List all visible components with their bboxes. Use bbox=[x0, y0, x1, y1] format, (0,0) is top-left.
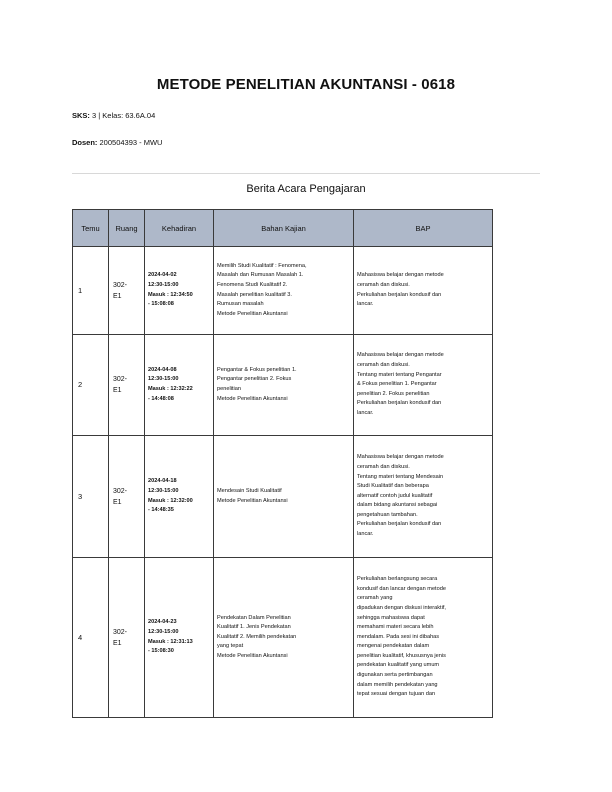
cell-bap: Perkuliahan berlangsung secara kondusif dan lancar dengan metode ceramah yang dipadukan dengan diskusi interaktif, sehingga mahasiswa dapat memahami materi secara lebih mendalam. Pada sesi ini dibahas mengenai pendekatan dalam penelitian kualitatif, khususnya jenis pendekatan kualitatif yang umum digunakan serta pertimbangan dalam memilih pendekatan yang tepat sesuai dengan tujuan dan bbox=[354, 558, 493, 718]
header-ruang: Ruang bbox=[109, 210, 145, 247]
cell-bahan-kajian: Pendekatan Dalam Penelitian Kualitatif 1. Jenis Pendekatan Kualitatif 2. Memilih pendekatan yang tepat Metode Penelitian Akuntansi bbox=[214, 558, 354, 718]
cell-kehadiran: 2024-04-23 12:30-15:00 Masuk : 12:31:13 - 15:08:30 bbox=[145, 558, 214, 718]
cell-bap: Mahasiswa belajar dengan metode ceramah dan diskusi. Tentang materi tentang Pengantar & Fokus penelitian 1. Pengantar penelitian 2. Fokus penelitian Perkuliahan berjalan kondusif dan lancar. bbox=[354, 335, 493, 436]
cell-ruang: 302- E1 bbox=[109, 247, 145, 335]
cell-ruang: 302- E1 bbox=[109, 558, 145, 718]
cell-kehadiran: 2024-04-18 12:30-15:00 Masuk : 12:32:00 - 14:48:35 bbox=[145, 436, 214, 558]
sks-info bbox=[72, 111, 155, 120]
section-title: Berita Acara Pengajaran bbox=[246, 183, 366, 195]
cell-kehadiran: 2024-04-02 12:30-15:00 Masuk : 12:34:50 - 15:08:08 bbox=[145, 247, 214, 335]
cell-bap: Mahasiswa belajar dengan metode ceramah dan diskusi. Perkuliahan berjalan kondusif dan lancar. bbox=[354, 247, 493, 335]
table-header-row bbox=[73, 210, 493, 247]
table-row bbox=[73, 335, 493, 436]
header-bap: BAP bbox=[354, 210, 493, 247]
table-row bbox=[73, 247, 493, 335]
cell-bahan-kajian: Pengantar & Fokus penelitian 1. Pengantar penelitian 2. Fokus penelitian Metode Penelitian Akuntansi bbox=[214, 335, 354, 436]
cell-bap: Mahasiswa belajar dengan metode ceramah dan diskusi. Tentang materi tentang Mendesain Studi Kualitatif dan beberapa alternatif contoh judul kualitatif dalam bidang akuntansi sebagai pengetahuan tambahan. Perkuliahan berjalan kondusif dan lancar. bbox=[354, 436, 493, 558]
sks-label: SKS: bbox=[72, 111, 90, 120]
cell-bahan-kajian: Memilih Studi Kualitatif : Fenomena, Masalah dan Rumusan Masalah 1. Fenomena Studi Kualitatif 2. Masalah penelitian kualitatif 3. Rumusan masalah Metode Penelitian Akuntansi bbox=[214, 247, 354, 335]
cell-temu: 1 bbox=[73, 247, 109, 335]
cell-temu: 3 bbox=[73, 436, 109, 558]
dosen-info bbox=[72, 138, 162, 147]
cell-temu: 2 bbox=[73, 335, 109, 436]
divider bbox=[72, 173, 540, 174]
cell-ruang: 302- E1 bbox=[109, 436, 145, 558]
header-kehadiran: Kehadiran bbox=[145, 210, 214, 247]
cell-kehadiran: 2024-04-08 12:30-15:00 Masuk : 12:32:22 - 14:48:08 bbox=[145, 335, 214, 436]
header-bahan-kajian: Bahan Kajian bbox=[214, 210, 354, 247]
bap-table bbox=[72, 209, 493, 718]
table-row bbox=[73, 436, 493, 558]
dosen-value: 200504393 - MWU bbox=[99, 138, 163, 147]
cell-temu: 4 bbox=[73, 558, 109, 718]
table-row bbox=[73, 558, 493, 718]
cell-ruang: 302- E1 bbox=[109, 335, 145, 436]
dosen-label: Dosen: bbox=[72, 138, 98, 147]
header-temu: Temu bbox=[73, 210, 109, 247]
cell-bahan-kajian: Mendesain Studi Kualitatif Metode Penelitian Akuntansi bbox=[214, 436, 354, 558]
page-title: METODE PENELITIAN AKUNTANSI - 0618 bbox=[156, 76, 456, 93]
sks-value: 3 | Kelas: 63.6A.04 bbox=[92, 111, 156, 120]
